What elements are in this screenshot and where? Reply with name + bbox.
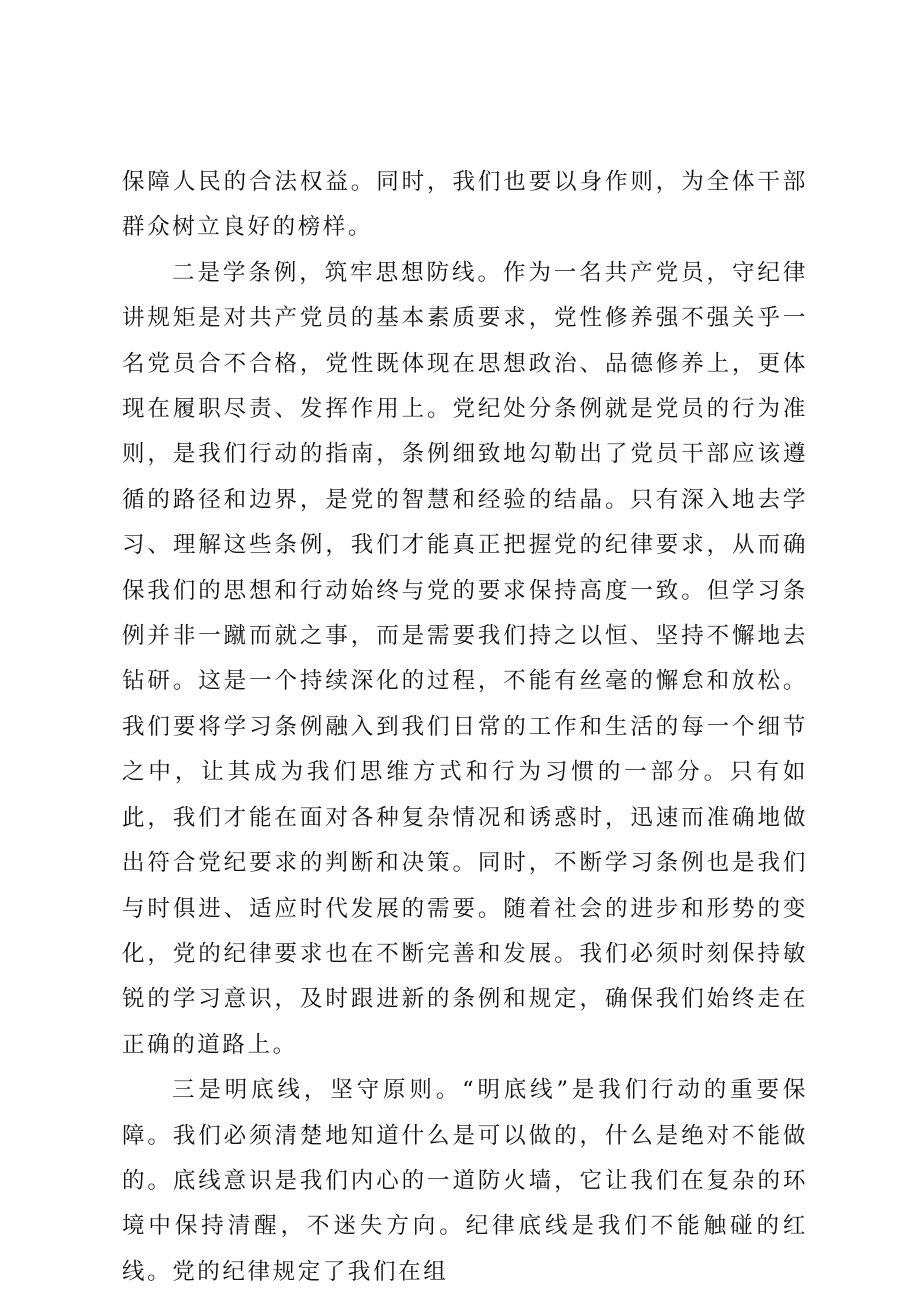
document-body [122,160,808,1295]
paragraph-3: 三是明底线，坚守原则。“明底线”是我们行动的重要保障。我们必须清楚地知道什么是可以做的，什么是绝对不能做的。底线意识是我们内心的一道防火墙，它让我们在复杂的环境中保持清醒，不迷失方向。纪律底线是我们不能触碰的红线。党的纪律规定了我们在组 [122,1077,808,1285]
paragraph-2: 二是学条例，筑牢思想防线。作为一名共产党员，守纪律讲规矩是对共产党员的基本素质要求，党性修养强不强关乎一名党员合不合格，党性既体现在思想政治、品德修养上，更体现在履职尽责、发挥作用上。党纪处分条例就是党员的行为准则，是我们行动的指南，条例细致地勾勒出了党员干部应该遵循的路径和边界，是党的智慧和经验的结晶。只有深入地去学习、理解这些条例，我们才能真正把握党的纪律要求，从而确保我们的思想和行动始终与党的要求保持高度一致。但学习条例并非一蹴而就之事，而是需要我们持之以恒、坚持不懈地去钻研。这是一个持续深化的过程，不能有丝毫的懈怠和放松。我们要将学习条例融入到我们日常的工作和生活的每一个细节之中，让其成为我们思维方式和行为习惯的一部分。只有如此，我们才能在面对各种复杂情况和诱惑时，迅速而准确地做出符合党纪要求的判断和决策。同时，不断学习条例也是我们与时俱进、适应时代发展的需要。随着社会的进步和形势的变化，党的纪律要求也在不断完善和发展。我们必须时刻保持敏锐的学习意识，及时跟进新的条例和规定，确保我们始终走在正确的道路上。 [122,259,808,1058]
paragraph-1: 保障人民的合法权益。同时，我们也要以身作则，为全体干部群众树立良好的榜样。 [122,169,808,241]
